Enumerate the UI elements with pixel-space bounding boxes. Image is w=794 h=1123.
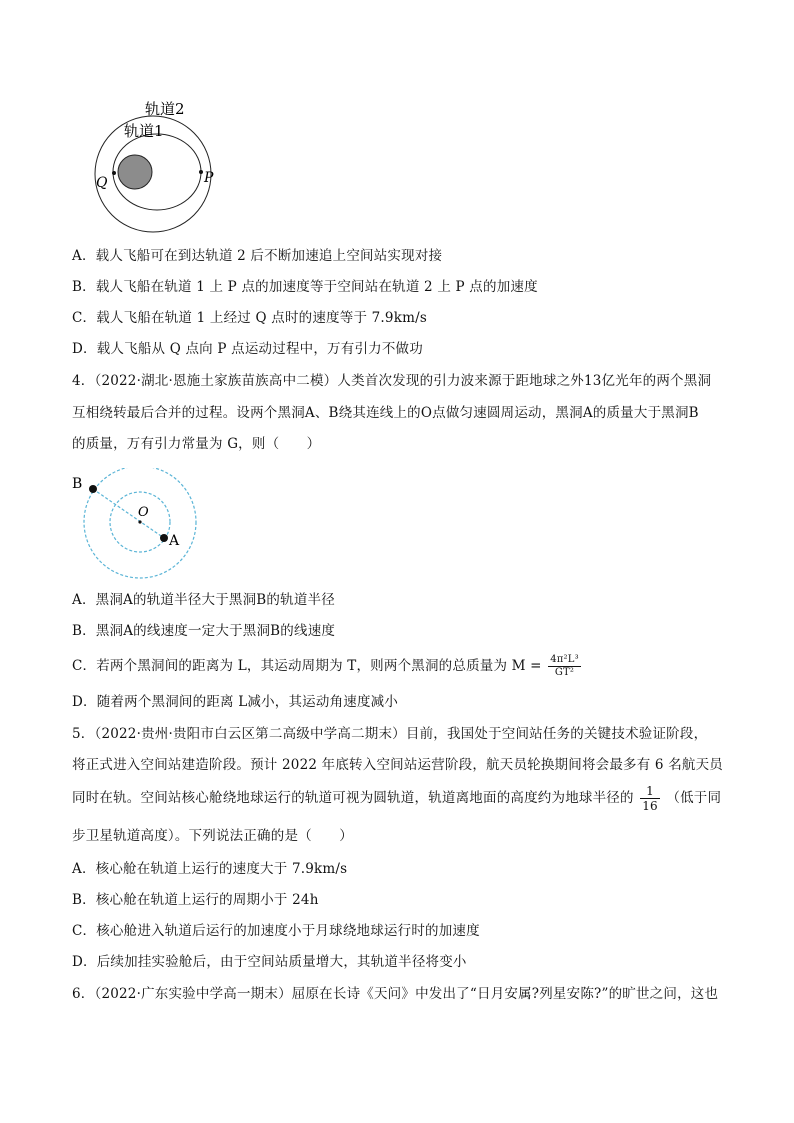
earth-disc xyxy=(118,155,152,189)
black-hole-b-dot xyxy=(89,485,97,493)
q4-stem-line-3: 的质量，万有引力常量为 G，则（ ） xyxy=(72,436,321,452)
black-hole-a-label: A xyxy=(169,533,180,549)
q4-stem-line-1: 4．（2022·湖北·恩施土家族苗族高中二模）人类首次发现的引力波来源于距地球之外13亿光年的两个黑洞 xyxy=(72,373,712,389)
q5-option-a: A．核心舱在轨道上运行的速度大于 7.9km/s xyxy=(72,861,348,877)
q5-fraction-numerator: 1 xyxy=(640,784,660,799)
q5-option-b: B．核心舱在轨道上运行的周期小于 24h xyxy=(72,892,319,908)
connecting-dashed-line xyxy=(93,489,164,538)
q4-option-c-denominator: GT² xyxy=(554,667,575,678)
q5-stem-line-4: 步卫星轨道高度）。下列说法正确的是（ ） xyxy=(72,828,353,844)
q5-option-c: C．核心舱进入轨道后运行的加速度小于月球绕地球运行时的加速度 xyxy=(72,923,480,939)
q4-stem-line-2: 互相绕转最后合并的过程。设两个黑洞A、B绕其连线上的O点做匀速圆周运动，黑洞A的质量大于黑洞B xyxy=(72,405,699,421)
q4-option-c-numerator: 4π²L³ xyxy=(550,654,579,665)
q5-stem-line-3 xyxy=(72,781,721,815)
q4-option-c-fraction xyxy=(548,654,581,679)
q3-option-a: A．载人飞船可在到达轨道 2 后不断加速追上空间站实现对接 xyxy=(72,248,443,264)
point-p-label: P xyxy=(204,170,214,186)
q4-option-b: B．黑洞A的线速度一定大于黑洞B的线速度 xyxy=(72,623,336,639)
q5-stem-line-1: 5．（2022·贵州·贵阳市白云区第二高级中学高二期末）目前，我国处于空间站任务的关键技术验证阶段， xyxy=(72,726,708,742)
point-p-dot xyxy=(199,170,203,174)
center-o-dot xyxy=(138,520,141,523)
q3-option-c: C．载人飞船在轨道 1 上经过 Q 点时的速度等于 7.9km/s xyxy=(72,310,427,326)
q4-option-a: A．黑洞A的轨道半径大于黑洞B的轨道半径 xyxy=(72,592,335,608)
black-hole-a-dot xyxy=(160,534,168,542)
center-o-label: O xyxy=(138,505,149,520)
orbit-1-label: 轨道1 xyxy=(124,122,164,140)
q6-stem-line-1: 6．（2022·广东实验中学高一期末）屈原在长诗《天问》中发出了“日月安属?列星安陈?”的旷世之问，这也 xyxy=(72,986,719,1002)
q3-option-d: D．载人飞船从 Q 点向 P 点运动过程中，万有引力不做功 xyxy=(72,341,423,357)
q5-stem-line-2: 将正式进入空间站建造阶段。预计 2022 年底转入空间站运营阶段，航天员轮换期间将会最多有 6 名航天员 xyxy=(72,757,724,773)
q5-fraction xyxy=(640,784,660,813)
q5-stem-line-3-post: （低于同 xyxy=(666,790,722,806)
q5-stem-line-3-pre: 同时在轨。空间站核心舱绕地球运行的轨道可视为圆轨道，轨道离地面的高度约为地球半径的 xyxy=(72,790,634,806)
q3-option-b: B．载人飞船在轨道 1 上 P 点的加速度等于空间站在轨道 2 上 P 点的加速度 xyxy=(72,279,538,295)
black-hole-b-label: B xyxy=(72,476,83,492)
q5-option-d: D．后续加挂实验舱后，由于空间站质量增大，其轨道半径将变小 xyxy=(72,954,467,970)
orbit-2-label: 轨道2 xyxy=(145,100,185,118)
q4-option-c xyxy=(72,651,583,681)
q5-fraction-denominator: 16 xyxy=(642,799,658,813)
point-q-dot xyxy=(112,171,116,175)
q4-option-d: D．随着两个黑洞间的距离 L减小，其运动角速度减小 xyxy=(72,694,399,710)
q4-option-c-text: C．若两个黑洞间的距离为 L，其运动周期为 T，则两个黑洞的总质量为 M = xyxy=(72,658,542,674)
orbit-figure xyxy=(78,98,248,236)
black-hole-figure xyxy=(70,468,210,586)
point-q-label: Q xyxy=(96,175,108,191)
